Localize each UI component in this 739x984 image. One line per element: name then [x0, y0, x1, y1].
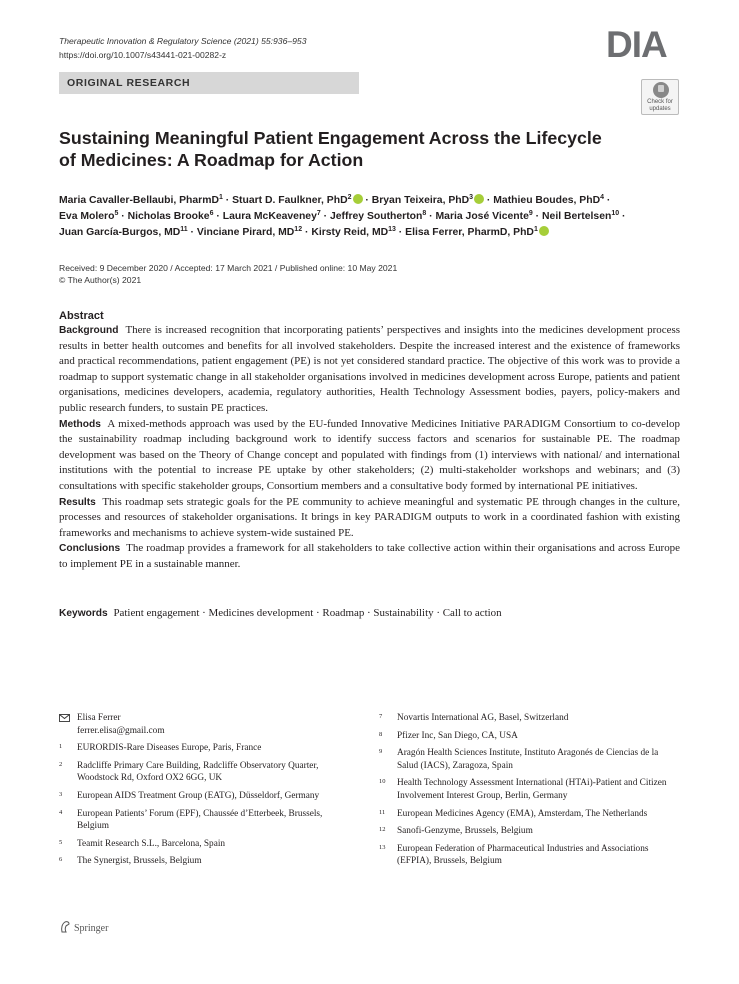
affiliation-text: The Synergist, Brussels, Belgium [77, 856, 202, 867]
author[interactable] [372, 195, 484, 206]
results-text: This roadmap sets strategic goals for the PE community to achieve meaningful and systematic PE through changes in the culture, processes and resources of stakeholder organisations. It brings in key PARADIGM outputs to work in a coordinated fashion with existing frameworks and mechanisms to achieve system-wide sustained PE. [59, 495, 680, 539]
author-affiliation-number: 2 [347, 194, 352, 201]
affiliation-item [379, 747, 679, 772]
author-name: Stuart D. Faulkner, PhD [232, 195, 348, 206]
affiliation-text: European Patients’ Forum (EPF), Chaussée d’Etterbeek, Brussels, Belgium [77, 808, 323, 832]
affiliations-right-column [379, 712, 679, 873]
check-for-updates-button[interactable] [641, 79, 679, 115]
affiliation-item [59, 742, 339, 755]
affiliation-text: European Medicines Agency (EMA), Amsterdam, The Netherlands [397, 808, 648, 819]
author-name: Nicholas Brooke [127, 211, 210, 222]
author-list: Maria Cavaller-Bellaubi, PharmD$^1$ · Stuart D. Faulkner, PhD$^2$ · Bryan Teixeira, PhD$^3$ · Mathieu Boudes, PhD$^4$ · Eva Molero$^5$ · Nicholas Brooke$^6$ · Laura McKeaveney$^7$ · Jeffrey Southerton$^8$ · Maria José Vicente$^9$ · Neil Bertelsen$^{10}$ · Juan García-Burgos, $MD^{11}$ · Vinciane Pirard, $MD^{12}$ · Kirsty Reid, $MD^{13}$ · Elisa Ferrer, PharmD, PhD$^1$ [59, 194, 626, 238]
author-name: Neil Bertelsen [542, 211, 612, 222]
article-title [59, 127, 619, 171]
author-name: Juan García-Burgos, MD [59, 227, 181, 238]
doi-link[interactable]: https://doi.org/10.1007/s43441-021-00282-z [59, 50, 227, 60]
author[interactable] [330, 211, 426, 222]
affiliation-number: 2 [59, 760, 63, 768]
affiliation-text: European AIDS Treatment Group (EATG), Düsseldorf, Germany [77, 790, 320, 801]
affiliation-item [379, 730, 679, 743]
author[interactable] [405, 227, 549, 238]
affiliation-item [59, 808, 339, 833]
affiliation-item [379, 712, 679, 725]
methods-text: A mixed-methods approach was used by the EU-funded Innovative Medicines Initiative PARADIGM Consortium to co-develop the sustainability roadmap including background work to identify success factors and scenarios for sustainable PE. The roadmap development was based on the Theory of Change concept and populated with findings from (1) interviews with national/ and international institutions with the potential to increase PE uptake by other stakeholders; (2) multi-stakeholder workshops and webinars; and (3) consultations with specific stakeholder groups, Consortium members and a consultative body formed by international PE initiatives. [59, 417, 680, 492]
affiliation-text: Teamit Research S.L., Barcelona, Spain [77, 838, 226, 849]
background-text: There is increased recognition that incorporating patients’ perspectives and insights into the medicines development process results in better health outcomes and benefits for all involved stakeholders. Despite the increased interest and the existence of frameworks and practical recommendations, patient engagement (PE) is not yet considered standard practice. The objective of this work was to provide a roadmap to support systematic change in all stakeholder organisations involved in medicines development across Europe, patients and patient organisations, medicines developers, academia, regulatory authorities, Health Technology Assessment bodies, payers, policy-makers and public research funders, to sustain PE practices. [59, 324, 680, 414]
author-affiliation-number: 10 [611, 210, 620, 217]
affiliation-text: European Federation of Pharmaceutical Industries and Associations (EFPIA), Brussels, Belgium [397, 843, 649, 867]
affiliation-item [59, 838, 339, 851]
author-name: Jeffrey Southerton [330, 211, 423, 222]
author-affiliation-number: 3 [469, 194, 474, 201]
author[interactable] [197, 227, 302, 238]
affiliation-item [379, 808, 679, 821]
author-name: Mathieu Boudes, PhD [493, 195, 601, 206]
author[interactable] [59, 211, 118, 222]
author[interactable] [59, 195, 223, 206]
affiliation-text: Health Technology Assessment International (HTAi)-Patient and Citizen Involvement Interest Group, Berlin, Germany [397, 778, 667, 801]
affiliation-item [59, 760, 339, 785]
affiliation-text: Sanofi-Genzyme, Brussels, Belgium [397, 826, 533, 837]
correspondence [59, 712, 339, 737]
affiliation-item [379, 843, 679, 868]
affiliation-number: 10 [379, 778, 386, 786]
abstract-results [59, 495, 680, 542]
author-name: Maria José Vicente [435, 211, 529, 222]
author-affiliation-number: 1 [218, 194, 223, 201]
correspondence-name: Elisa Ferrer [77, 713, 121, 723]
affiliation-item [59, 790, 339, 803]
title-line-2: of Medicines: A Roadmap for Action [59, 150, 364, 170]
affiliation-number: 9 [379, 748, 383, 756]
conclusions-text: The roadmap provides a framework for all stakeholders to take collective action within their organisations and across Europe to implement PE in a sustainable manner. [59, 542, 680, 570]
author[interactable] [232, 195, 362, 206]
abstract-body [59, 323, 680, 573]
affiliation-text: Aragón Health Sciences Institute, Instituto Aragonés de Ciencias de la Salud (IACS), Zaragoza, Spain [397, 748, 659, 771]
affiliation-item [59, 855, 339, 868]
affiliation-number: 8 [379, 730, 383, 738]
author-name: Vinciane Pirard, MD [196, 227, 295, 238]
copyright-notice: © The Author(s) 2021 [59, 275, 142, 285]
author-name: Laura McKeaveney [222, 211, 317, 222]
author[interactable] [542, 211, 619, 222]
author-affiliation-number: 11 [180, 226, 188, 233]
keywords-label: Keywords [59, 608, 108, 619]
author[interactable] [223, 211, 321, 222]
dia-logo: DIA [606, 24, 667, 65]
affiliation-number: 12 [379, 826, 386, 834]
affiliation-text: EURORDIS-Rare Diseases Europe, Paris, France [77, 743, 262, 754]
title-line-1: Sustaining Meaningful Patient Engagement Across the Lifecycle [59, 128, 602, 148]
orcid-icon[interactable] [353, 194, 363, 204]
affiliation-item [379, 777, 679, 802]
publication-dates: Received: 9 December 2020 / Accepted: 17 March 2021 / Published online: 10 May 2021 [59, 263, 398, 273]
conclusions-label: Conclusions [59, 543, 121, 555]
author-affiliation-number: 13 [388, 226, 396, 233]
author-affiliation-number: 1 [533, 226, 538, 233]
affiliation-number: 13 [379, 843, 386, 851]
author-affiliation-number: 4 [600, 194, 604, 201]
results-label: Results [59, 496, 96, 508]
affiliation-number: 5 [59, 838, 63, 846]
author-affiliation-number: 6 [209, 210, 214, 217]
author-affiliation-number: 8 [422, 210, 427, 217]
keywords-line [59, 607, 680, 619]
author[interactable] [311, 227, 396, 238]
keywords-text: Patient engagement · Medicines development · Roadmap · Sustainability · Call to action [113, 607, 502, 619]
author-name: Elisa Ferrer, PharmD, PhD [405, 227, 534, 238]
affiliation-text: Novartis International AG, Basel, Switzerland [397, 713, 569, 723]
author[interactable] [493, 195, 604, 206]
publisher-name: Springer [74, 922, 109, 934]
abstract-conclusions [59, 541, 680, 572]
abstract-background [59, 323, 680, 417]
author-affiliation-number: 12 [294, 226, 303, 233]
background-label: Background [59, 325, 119, 336]
orcid-icon[interactable] [474, 194, 484, 204]
methods-label: Methods [59, 418, 101, 430]
publisher-footer [59, 920, 108, 936]
affiliations-left-column [59, 712, 339, 873]
affiliation-number: 4 [59, 808, 63, 816]
affiliation-text: Radcliffe Primary Care Building, Radcliffe Observatory Quarter, Woodstock Rd, Oxford OX2 6GG, UK [77, 760, 319, 784]
springer-horse-icon [59, 920, 71, 936]
affiliation-list-right [379, 712, 679, 868]
bookmark-icon [653, 82, 669, 98]
author-affiliation-number: 7 [316, 210, 321, 217]
affiliation-text: Pfizer Inc, San Diego, CA, USA [397, 730, 518, 741]
abstract-heading: Abstract [59, 310, 104, 322]
orcid-icon[interactable] [539, 226, 549, 236]
author-name: Kirsty Reid, MD [311, 227, 389, 238]
check-updates-label: Check for updates [647, 99, 673, 112]
affiliation-number: 7 [379, 713, 383, 720]
affiliation-number: 1 [59, 743, 63, 751]
journal-citation: Therapeutic Innovation & Regulatory Science (2021) 55:936–953 [59, 36, 307, 46]
envelope-icon [59, 712, 77, 737]
author-affiliation-number: 9 [528, 210, 533, 217]
affiliation-item [379, 825, 679, 838]
section-banner [59, 72, 359, 94]
section-label: ORIGINAL RESEARCH [67, 77, 191, 89]
affiliation-list-left [59, 742, 339, 868]
affiliation-number: 11 [379, 808, 386, 816]
author[interactable] [59, 227, 188, 238]
correspondence-email[interactable]: ferrer.elisa@gmail.com [77, 725, 165, 736]
author-name: Eva Molero [59, 211, 115, 222]
abstract-methods [59, 417, 680, 495]
author-name: Bryan Teixeira, PhD [371, 195, 470, 206]
author[interactable] [436, 211, 533, 222]
author[interactable] [128, 211, 214, 222]
author-name: Maria Cavaller-Bellaubi, PharmD [59, 195, 219, 206]
author-affiliation-number: 5 [114, 210, 119, 217]
affiliation-number: 3 [59, 790, 63, 798]
affiliation-number: 6 [59, 856, 63, 864]
